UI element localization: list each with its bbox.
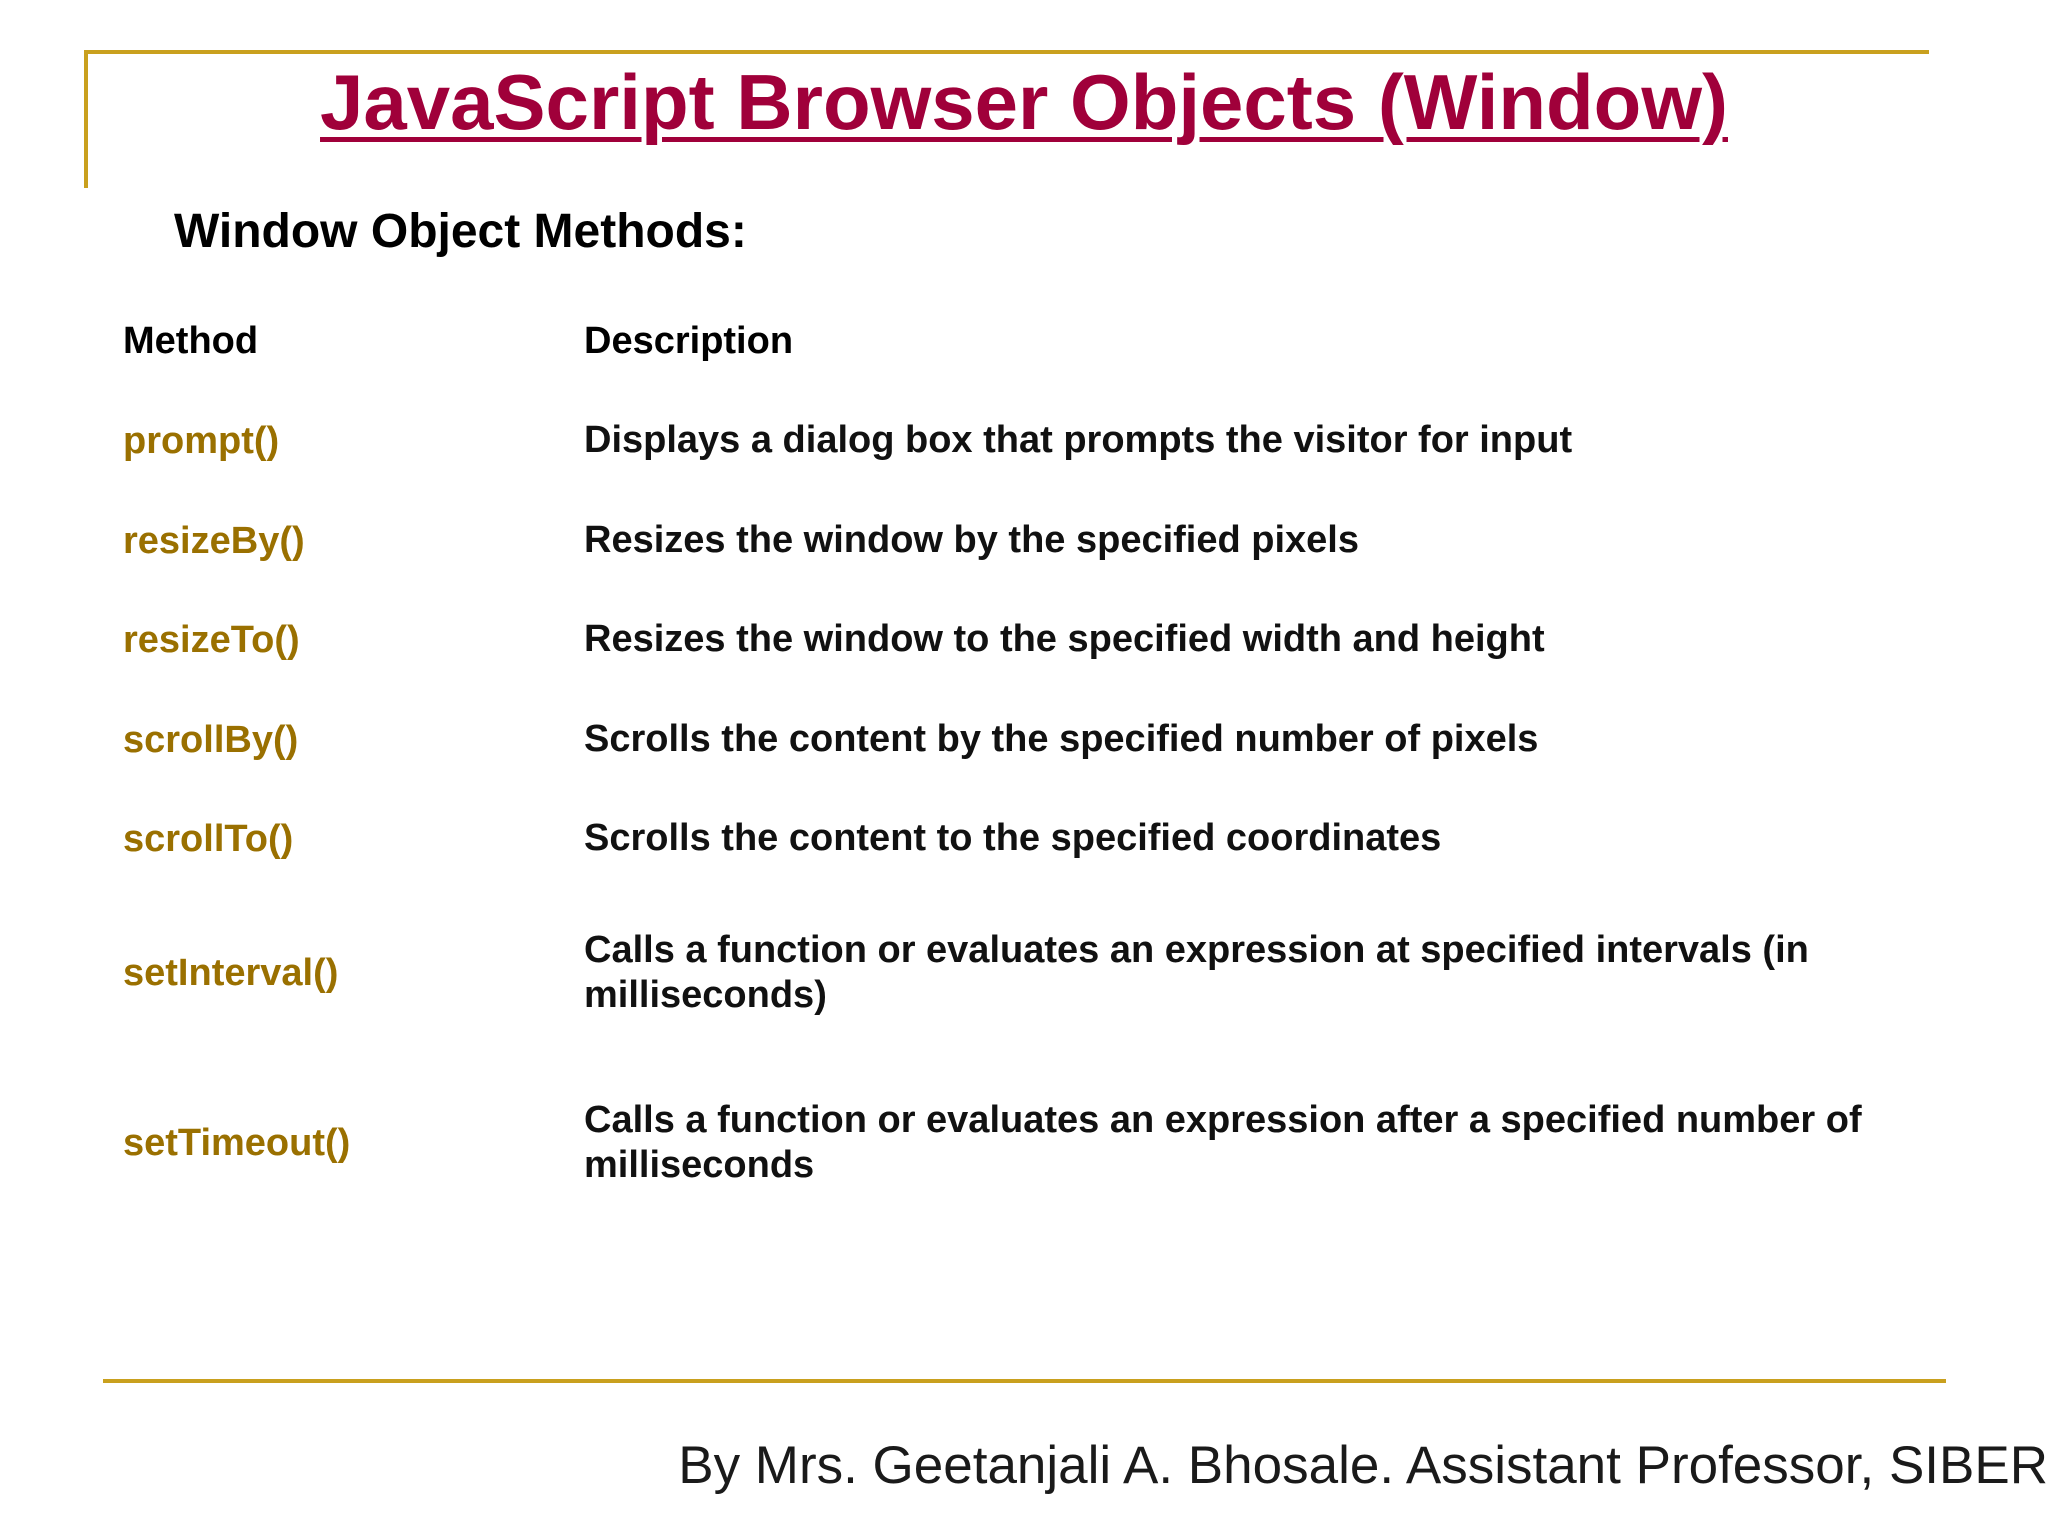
section-heading: Window Object Methods: [174, 205, 747, 258]
description-column-header: Description [584, 320, 794, 362]
method-name: setTimeout() [123, 1122, 351, 1164]
method-description: Resizes the window to the specified width and height [584, 618, 1545, 660]
bottom-rule [103, 1379, 1946, 1383]
method-description: Scrolls the content by the specified number of pixels [584, 718, 1539, 760]
slide-title: JavaScript Browser Objects (Window) [320, 58, 1728, 146]
method-name: resizeTo() [123, 619, 300, 661]
method-description: Scrolls the content to the specified coordinates [584, 817, 1442, 859]
method-name: setInterval() [123, 952, 339, 994]
method-column-header: Method [123, 320, 259, 362]
author-credit: By Mrs. Geetanjali A. Bhosale. Assistant Professor, SIBER [678, 1436, 2048, 1495]
method-description: Displays a dialog box that prompts the visitor for input [584, 419, 1573, 461]
method-description: Resizes the window by the specified pixels [584, 519, 1359, 561]
method-description: Calls a function or evaluates an expression after a specified number of milliseconds [584, 1099, 1862, 1186]
method-name: prompt() [123, 420, 280, 462]
method-name: scrollBy() [123, 719, 299, 761]
method-name: scrollTo() [123, 818, 294, 860]
method-name: resizeBy() [123, 520, 305, 562]
method-description: Calls a function or evaluates an expression at specified intervals (in milliseconds) [584, 929, 1809, 1016]
